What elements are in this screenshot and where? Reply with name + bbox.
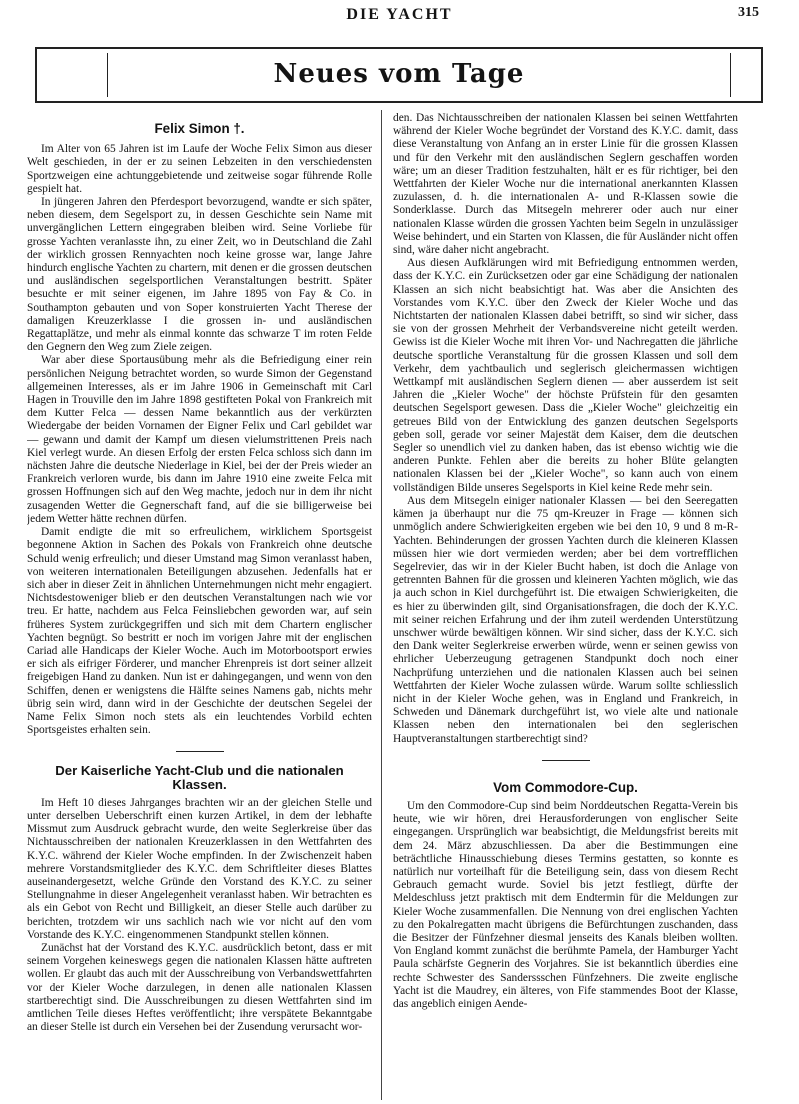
article-heading-commodore-cup: Vom Commodore-Cup. — [493, 779, 638, 795]
article-paragraph: War aber diese Sportausübung mehr als die Befriedigung einer rein persönlichen Neigung betrachtet worden, so wurde Simon der Gegenstand allgemeinen Interesses, als er im Jahre 1906 in Gemeinschaft mit Carl Hagen in Trouville den im Jahre 1898 gestifteten Pokal von Frankreich mit dem Kutter Felca — dessen Name bekanntlich aus der verkürzten Wiedergabe der beiden Vornamen der Eigner Felix und Carl gebildet war — gewann und damit der Kampf um diesen vielumstrittenen Preis nach Kiel verlegt wurde. An diesen Erfolg der ersten Felca schloss sich dann im nächsten Jahre die deutsche Niederlage in Kiel, bei der der Preis wieder an Frankreich verloren wurde, bis dann im Jahre 1910 eine zweite Felca mit grossen Hoffnungen sich auf den Weg machte, jedoch nur in dem ihr nicht zusagenden Wetter die Gegnerschaft fand, auf die sie billigerweise bei jedem Wetter hätte rechnen dürfen. — [27, 354, 372, 525]
journal-title: DIE YACHT — [346, 6, 453, 23]
column-rule — [381, 110, 382, 1100]
article-divider — [542, 760, 590, 761]
article-heading-kyc: Der Kaiserliche Yacht-Club und die nationalen Klassen. — [55, 763, 344, 792]
article-paragraph: In jüngeren Jahren den Pferdesport bevorzugend, wandte er sich später, neben diesem, dem Segelsport zu, in dessen Geschichte sein Name mit unvergänglichen Lettern eingegraben bleiben wird. Seine Vorliebe für grosse Yachten veranlasste ihn, zu einer Zeit, wo in Deutschland die Zahl der wirklich grossen Rennyachten noch keine grosse war, lange Jahre hindurch englische Yachten zu chartern, mit denen er die grossen deutschen und ausländischen segelsportlichen Veranstaltungen bestritt. Später besuchte er mit seiner eigenen, im Jahre 1895 von Fay & Co. in Southampton gebauten und von Soper konstruierten Yacht Therese der damaligen Kreuzerklasse I die grossen in- und ausländischen Regattaplätze, und mehr als einmal konnte das schwarze T im roten Felde den Gegnern den Weg zum Ziele zeigen. — [27, 196, 372, 354]
article-paragraph: Im Alter von 65 Jahren ist im Laufe der Woche Felix Simon aus dieser Welt geschieden, in der er zu seinen Lebzeiten in den verschiedensten Sportzweigen eine achtunggebietende und zeitweise sogar führende Rolle gespielt hat. — [27, 143, 372, 195]
article-divider — [176, 751, 224, 752]
left-column — [27, 112, 372, 1102]
article-paragraph: den. Das Nichtausschreiben der nationalen Klassen bei seinen Wettfahrten während der Kieler Woche begründet der Vorstand des K.Y.C. damit, dass diese Veranstaltung von Anfang an in erster Linie für die grossen Klassen und für den Verkehr mit den ausländischen Seglern geschaffen worden wäre; um an dieser Tradition festzuhalten, hält er es für richtiger, bei den Wettfahrten der Kieler Woche nur die international anerkannten Klassen zuzulassen, d. h. die internationalen A- und R-Klassen sowie die Sonderklasse. Durch das Mitsegeln mehrerer oder auch nur einer nationalen Klasse würden die grossen Yachten beim Segeln in unzulässiger Weise behindert, und ein Starten von Klassen, die für Ausländer nicht offen sind, wäre daher nicht angebracht. — [393, 112, 738, 257]
article-paragraph: Damit endigte die mit so erfreulichem, wirklichem Sportsgeist begonnene Aktion in Sachen des Pokals von Frankreich ohne deutsche Schuld wenig erfreulich; und dieser Umstand mag Simon veranlasst haben, von weiteren internationalen Beteiligungen abzusehen. Jedenfalls hat er sich aber in dieser Zeit in ähnlichen Unternehmungen nicht mehr engagiert. Nichtsdestoweniger blieb er den deutschen Veranstaltungen nach wie vor treu. Er hatte, nachdem aus Felca Feinsliebchen geworden war, auf sein früheres System zurückgegriffen und sich mit dem Chartern englischer Yachten begnügt. So bestritt er noch im vorigen Jahre mit der englischen Cariad alle Handicaps der Kieler Woche. Auch im Motorbootsport erwies er sich als eifriger Förderer, und mancher Ehrenpreis ist dort seiner allzeit freigebigen Hand zu danken. Nun ist er dahingegangen, und wenn von den Schiffen, denen er wenigstens die Hälfte seines Namens gab, nichts mehr übrig sein wird, dann wird in der Geschichte der deutschen Segelei der Name Felix Simon noch stets als ein leuchtendes Vorbild echten Sportsgeistes erhalten sein. — [27, 526, 372, 737]
article-paragraph: Aus dem Mitsegeln einiger nationaler Klassen — bei den Seeregatten kämen ja überhaupt nur die 75 qm-Kreuzer in Frage — können sich unmöglich andere Schwierigkeiten ergeben wie bei den 10, 9 und 8 m-R-Yachten. Behinderungen der grossen Yachten durch die kleineren Klassen müssen hier wie dort vermieden werden; aber bei dem vortrefflichen Segelrevier, das wir in der Kieler Bucht haben, ist doch die Anlage von getrennten Bahnen für die grossen und kleineren Yachten möglich, wie das ja auch schon in Kiel durchgeführt ist. Die etwaigen Schwierigkeiten, die es hier zu überwinden gilt, sind Organisationsfragen, die doch der K.Y.C. mit seiner reichen Erfahrung und der ihm zuteil werdenden Unterstützung unschwer würde bewältigen können. Wir sind sicher, dass der K.Y.C. sich den Dank weiter Seglerkreise erwerben würde, wenn er seinen gewiss von ehrlicher Ueberzeugung getragenen Standpunkt doch noch einer Nachprüfung unterziehen und die nationalen Klassen auch bei seinen Wettfahrten der Kieler Woche zulassen würde. Warum sollte schliesslich nicht in der Kieler Woche gehen, was in England und Frankreich, in Schweden und Dänemark durchgeführt ist, wo viele alte und nationale Klassen neben den internationalen bei den seglerischen Hauptveranstaltungen startberechtigt sind? — [393, 494, 738, 745]
article-paragraph: Um den Commodore-Cup sind beim Norddeutschen Regatta-Verein bis heute, wie wir hören, drei Herausforderungen von englischer Seite eingegangen. Ursprünglich war beabsichtigt, die Meldungsfrist bereits mit dem 24. März abzuschliessen. Da aber die Bestimmungen eine beträchtliche Hinausschiebung dieses Termins gestatten, so konnte es natürlich nur vorteilhaft für die Beteiligung sein, dass von diesem Recht Gebrauch gemacht wurde. Soviel bis jetzt festliegt, dürfte der Meldeschluss jetzt praktisch mit dem Endtermin für die Meldungen zur Kieler Woche zusammenfallen. Die Nennung von drei englischen Yachten zu den Pokalregatten macht übrigens die Befürchtungen zuschanden, dass die Besitzer der Fünfzehner diesmal jenseits des Kanals bleiben wollten. Von England kommt zunächst die berühmte Pamela, der Hamburger Yacht Paula schärfste Gegnerin des Vorjahres. Sie ist bekanntlich überdies eine rechte Schwester des Sanderssschen Fünfzehners. Die zweite englische Yacht ist die Maudrey, ein älteres, von Fife stammendes Boot der Klasse, das angeblich einigen Aende- — [393, 799, 738, 1010]
page-number: 315 — [738, 5, 759, 20]
section-title: Neues vom Tage — [273, 59, 525, 89]
article-paragraph: Aus diesen Aufklärungen wird mit Befriedigung entnommen werden, dass der K.Y.C. ein Zurücksetzen oder gar eine Schädigung der nationalen Klassen an sich nicht beabsichtigt hat. Was aber die Ansichten des Vorstandes vom K.Y.C. über den Zweck der Kieler Woche und das Nichtstarten der nationalen Klassen dabei betrifft, so sind wir sicher, dass sie von der grossen Mehrheit der Verbandsvereine nicht geteilt werden. Gewiss ist die Kieler Woche mit ihren Vor- und Nachregatten die jährliche deutsche sportliche Veranstaltung für die grossen Klassen und soll dem Verkehr, dem yachtbaulich und seglerisch gleichermassen wichtigen Wettkampf mit ausländischen Seglern dienen — aber ausserdem ist seit Jahren die „Kieler Woche" der höchste Prüfstein für den gesamten deutschen Segelsport gewesen. Dass die „Kieler Woche" gleichzeitig ein getreues Bild von der Entwicklung des ganzen deutschen Segelsports geben soll, gerade vor seiner Majestät dem Kaiser, dem die deutschen Segler so unendlich viel zu danken haben, das ist ebenso wichtig wie die anderen Punkte. Fehlen aber die bereits zu hoher Blüte gelangten nationalen Klassen bei der „Kieler Woche", so kann auch von einem vollständigen Bilde unseres Segelsports in Kiel keine Rede mehr sein. — [393, 257, 738, 494]
page-header — [0, 0, 799, 26]
article-heading-felix-simon: Felix Simon †. — [154, 121, 245, 136]
article-paragraph: Im Heft 10 dieses Jahrganges brachten wir an der gleichen Stelle und unter derselben Ueberschrift einen kurzen Artikel, in dem der lebhafte Missmut zum Ausdruck gebracht wurde, den weite Seglerkreise über das Nichtausschreiben der nationalen Kreuzerklassen in den Wettfahrten des K.Y.C. während der Kieler Woche empfinden. In der Zwischenzeit haben mehrere Vorstandsmitglieder des K.Y.C. dem Schriftleiter dieses Blattes auseinandergesetzt, welche Gründe den Vorstand des K.Y.C. zu seiner Stellungnahme in dieser Angelegenheit veranlasst haben. Wir betrachten es als ein Gebot von Recht und Billigkeit, an dieser Stelle auch darüber zu berichten, trotzdem wir uns sachlich nach wie vor nicht auf den vom Vorstande des K.Y.C. eingenommenen Standpunkt stellen können. — [27, 796, 372, 941]
right-column — [393, 112, 738, 1102]
article-paragraph: Zunächst hat der Vorstand des K.Y.C. ausdrücklich betont, dass er mit seinem Vorgehen keineswegs gegen die nationalen Klassen hätte auftreten wollen. Er glaubt das auch mit der Ausschreibung von Verbandswettfahrten vor der Kieler Woche darzulegen, in denen alle nationalen Klassen startberechtigt sind. Die Ausschreibungen zu diesen Wettfahrten sind im amtlichen Teile dieses Heftes veröffentlicht; ihre verspätete Bekanntgabe an dieser Stelle ist durch ein Versehen bei der Zusendung verursacht wor- — [27, 941, 372, 1034]
section-banner — [35, 47, 763, 103]
